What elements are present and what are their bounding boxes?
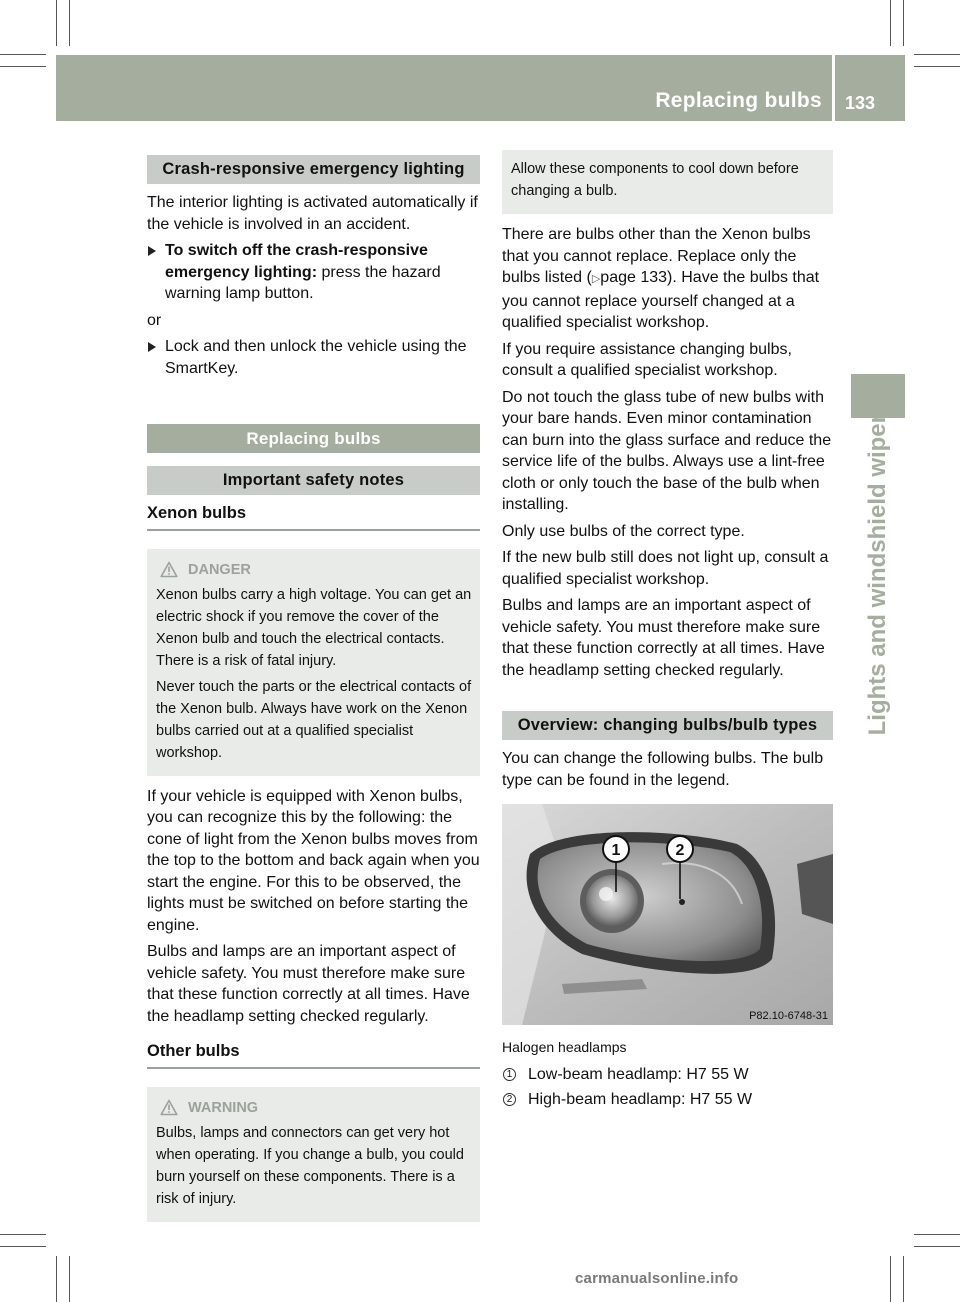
crop-mark <box>0 66 46 67</box>
crop-mark <box>890 0 891 46</box>
safety-paragraph: Bulbs and lamps are an important aspect of vehicle safety. You must therefore make sure that these function correctly at all times. Have the headlamp setting checked regularly. <box>147 943 470 1025</box>
crop-mark <box>0 54 46 55</box>
section-title-safety-notes: Important safety notes <box>147 466 480 495</box>
crop-mark <box>56 1256 57 1302</box>
paragraph-glass-tube: Do not touch the glass tube of new bulbs with your bare hands. Even minor contamination can burn into the glass surface and reduce the service life of the bulbs. Always use a lint-free cloth or only touch the base of the bulb when installing. <box>502 388 832 513</box>
section-title-replacing-bulbs: Replacing bulbs <box>147 424 480 453</box>
xenon-paragraph: If your vehicle is equipped with Xenon bulbs, you can recognize this by the following: the cone of light from the Xenon bulbs moves from the top to the bottom and back again when you start the engine. For this to be observed, the lights must be switched on before starting the engine. <box>147 787 480 934</box>
crop-mark <box>914 66 960 67</box>
crop-mark <box>890 1256 891 1302</box>
crop-mark <box>914 1234 960 1235</box>
danger-header <box>156 559 473 581</box>
header-title: Replacing bulbs <box>655 89 822 112</box>
text-part: There are bulbs other than the Xenon bulbs that you cannot replace. Replace only the bulbs listed ( <box>502 226 811 286</box>
warning-triangle-icon <box>160 561 178 578</box>
crop-mark <box>903 1256 904 1302</box>
subheading-xenon-bulbs: Xenon bulbs <box>147 503 480 531</box>
crop-mark <box>914 54 960 55</box>
left-column <box>147 155 480 1232</box>
subheading-other-bulbs: Other bulbs <box>147 1041 480 1069</box>
step-lock-unlock <box>147 336 480 379</box>
overview-intro: You can change the following bulbs. The bulb type can be found in the legend. <box>502 750 824 789</box>
warning-header <box>156 1097 473 1119</box>
step-text: Lock and then unlock the vehicle using the SmartKey. <box>165 338 467 377</box>
paragraph-assistance: If you require assistance changing bulbs, consult a qualified specialist workshop. <box>502 340 792 379</box>
or-text: or <box>147 311 162 329</box>
crop-mark <box>0 1234 46 1235</box>
danger-text: Never touch the parts or the electrical contacts of the Xenon bulb. Always have work on the Xenon bulbs carried out at a qualified specialist workshop. <box>156 678 472 761</box>
warning-box <box>147 1087 480 1222</box>
danger-label: DANGER <box>188 561 251 578</box>
legend-text: Low-beam headlamp: H7 55 W <box>528 1065 749 1083</box>
cool-down-text: Allow these components to cool down before changing a bulb. <box>511 161 799 199</box>
watermark: carmanualsonline.info <box>575 1270 739 1287</box>
crop-mark <box>0 1246 46 1247</box>
section-title-crash-lighting: Crash-responsive emergency lighting <box>147 155 480 184</box>
section-title-overview: Overview: changing bulbs/bulb types <box>502 711 833 740</box>
crop-mark <box>69 1256 70 1302</box>
warning-text: Bulbs, lamps and connectors can get very hot when operating. If you change a bulb, you could burn yourself on these components. There is a risk of injury. <box>156 1124 464 1207</box>
headlamp-figure <box>502 804 833 1025</box>
crop-mark <box>903 0 904 46</box>
paragraph-other-bulbs <box>502 224 833 334</box>
step-text: press the hazard warning lamp button. <box>165 263 441 302</box>
crash-intro: The interior lighting is activated automatically if the vehicle is involved in an accident. <box>147 194 478 233</box>
crop-mark <box>914 1246 960 1247</box>
page-ref-arrow-icon: ▷ <box>591 273 601 285</box>
header-divider <box>832 55 835 121</box>
danger-text: Xenon bulbs carry a high voltage. You can get an electric shock if you remove the cover of the Xenon bulb and touch the electrical contacts. There is a risk of fatal injury. <box>156 586 472 669</box>
legend-item <box>502 1064 833 1086</box>
step-bold-text: To switch off the crash-responsive emergency lighting: <box>165 242 428 281</box>
legend-number: 1 <box>503 1068 516 1081</box>
legend-text: High-beam headlamp: H7 55 W <box>528 1091 753 1108</box>
danger-box <box>147 549 480 776</box>
legend-number: 2 <box>503 1093 516 1106</box>
step-switch-off <box>147 240 480 305</box>
headlamp-image <box>502 804 833 1025</box>
paragraph-no-light: If the new bulb still does not light up, consult a qualified specialist workshop. <box>502 549 829 588</box>
cool-down-note <box>502 150 833 214</box>
callout-1: 1 <box>611 842 621 859</box>
image-code: P82.10-6748-31 <box>749 1010 828 1022</box>
paragraph-correct-type: Only use bulbs of the correct type. <box>502 522 745 540</box>
legend-item <box>502 1089 833 1111</box>
warning-triangle-icon <box>160 1099 178 1116</box>
figure-caption: Halogen headlamps <box>502 1039 627 1055</box>
warning-label: WARNING <box>188 1099 259 1116</box>
step-arrow-icon <box>148 342 156 352</box>
crop-mark <box>56 0 57 46</box>
right-column <box>502 150 833 1115</box>
callout-2: 2 <box>675 842 685 859</box>
text-part: page 133). Have the bulbs that you cannot replace yourself changed at a qualified specialist workshop. <box>502 269 820 331</box>
step-arrow-icon <box>148 246 156 256</box>
crop-mark <box>69 0 70 46</box>
page-number: 133 <box>845 93 876 113</box>
paragraph-safety: Bulbs and lamps are an important aspect of vehicle safety. You must therefore make sure that these function correctly at all times. Have the headlamp setting checked regularly. <box>502 597 825 679</box>
chapter-side-label: Lights and windshield wipers <box>864 400 891 736</box>
